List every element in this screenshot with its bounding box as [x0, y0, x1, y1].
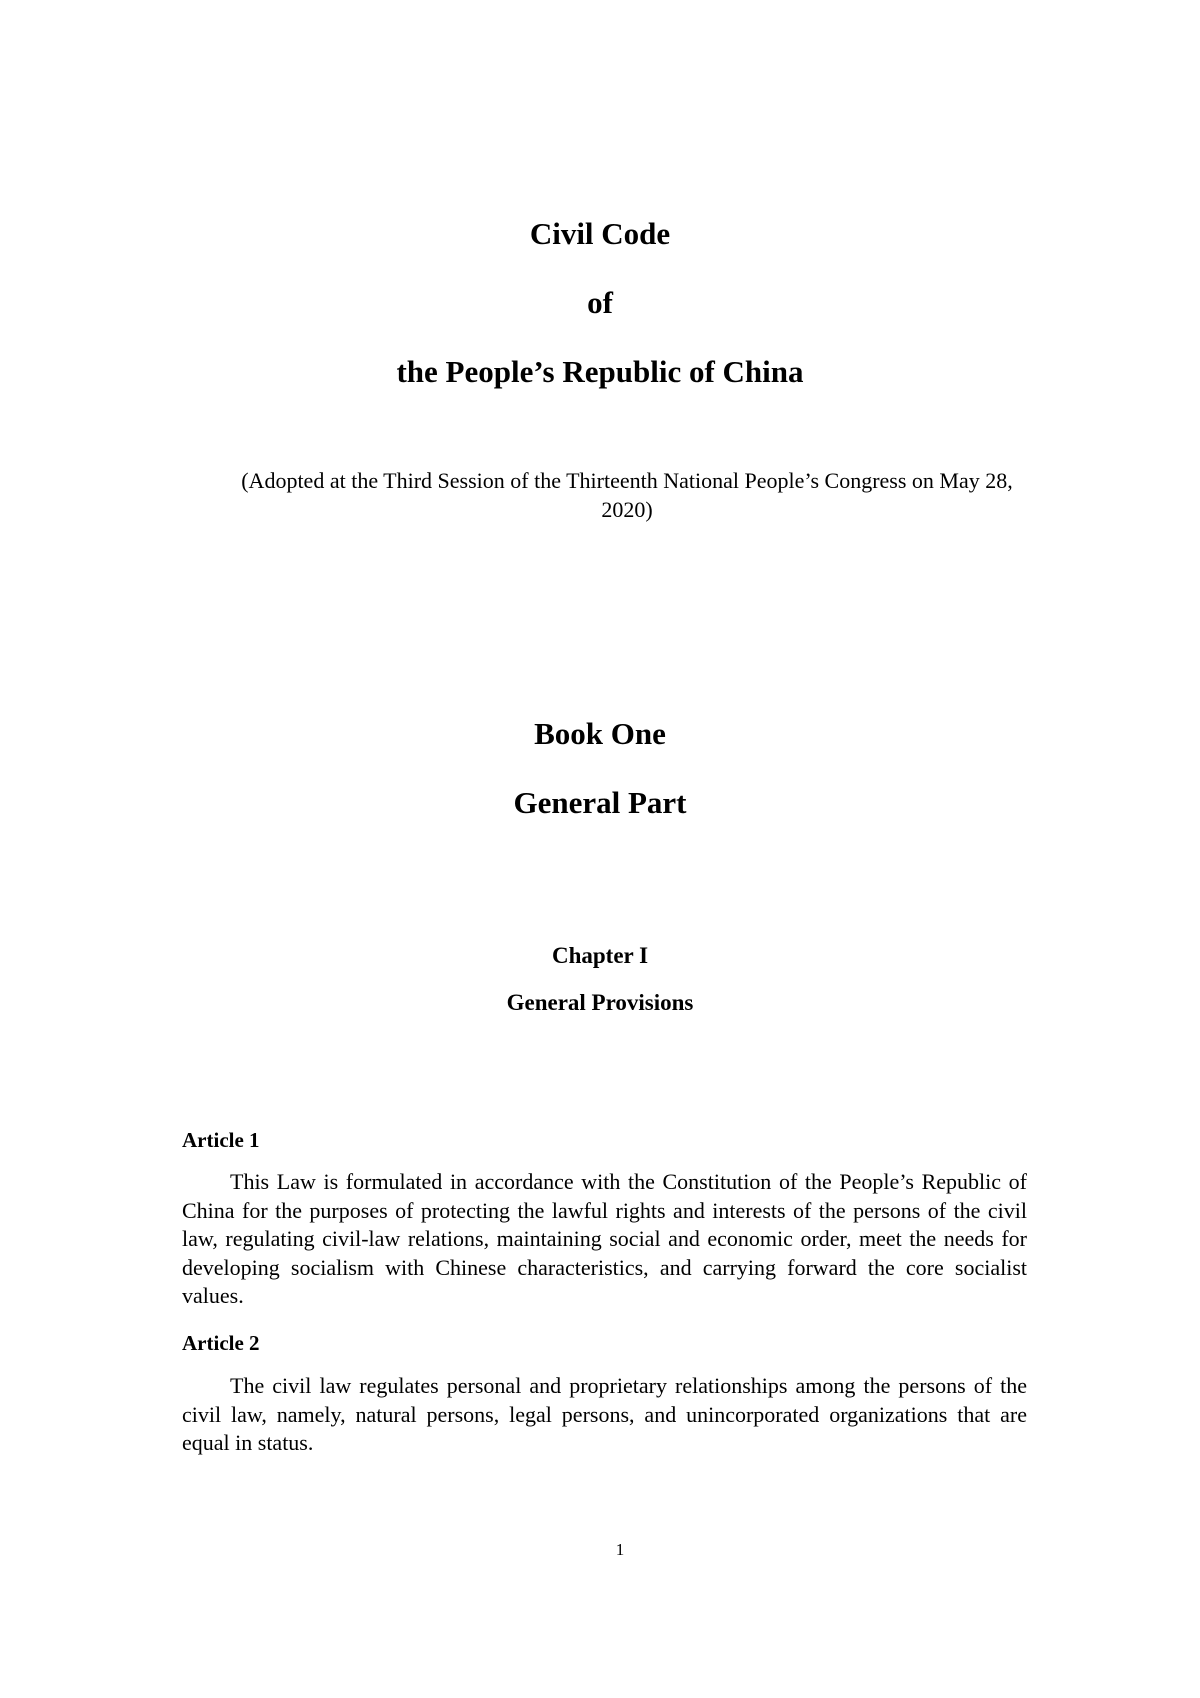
article-2-heading: Article 2 [182, 1331, 260, 1355]
page-number: 1 [615, 1540, 625, 1559]
adoption-note: (Adopted at the Third Session of the Thirteenth National People’s Congress on May 28, 2020) [241, 468, 1013, 522]
book-number: Book One [534, 716, 666, 751]
article-1-text: This Law is formulated in accordance with the Constitution of the People’s Republic of China for the purposes of protecting the lawful rights and interests of the persons of the civil law, regulating civil-law relations, maintaining social and economic order, meet the needs for developing socialism with Chinese characteristics, and carrying forward the core socialist values. [182, 1169, 1027, 1308]
title-line-1: Civil Code [529, 216, 671, 251]
title-line-3: the People’s Republic of China [396, 354, 804, 389]
title-line-2: of [587, 285, 613, 320]
chapter-name: General Provisions [506, 990, 694, 1015]
article-1-heading: Article 1 [182, 1128, 260, 1152]
chapter-number: Chapter I [551, 943, 649, 968]
book-name: General Part [513, 785, 687, 820]
article-2-text: The civil law regulates personal and proprietary relationships among the persons of the civil law, namely, natural persons, legal persons, and unincorporated organizations that are equal in status. [182, 1373, 1027, 1455]
